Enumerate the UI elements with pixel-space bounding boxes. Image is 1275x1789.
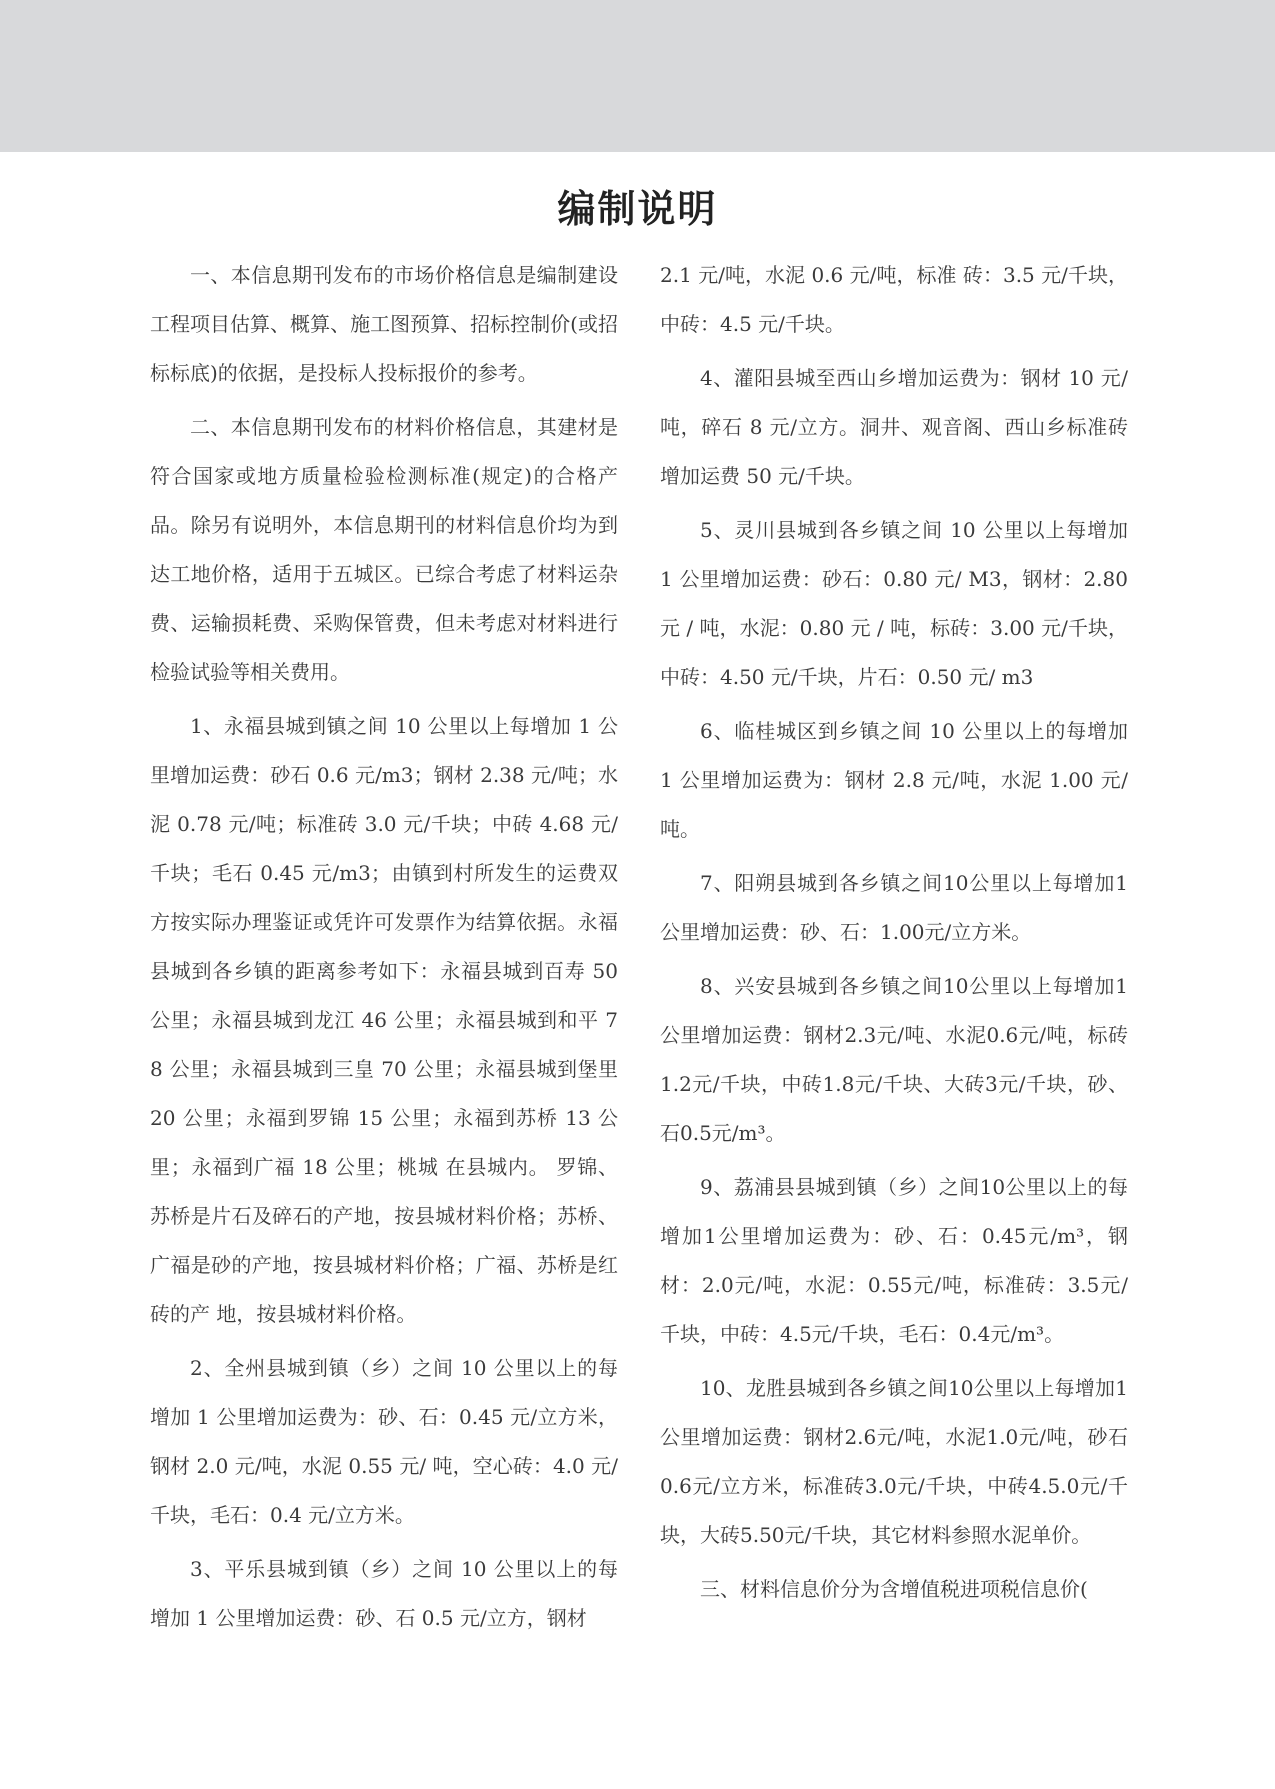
paragraph: 4、灌阳县城至西山乡增加运费为：钢材 10 元/吨，碎石 8 元/立方。洞井、观音阁、西山乡标准砖增加运费 50 元/千块。 (660, 366, 1128, 488)
paragraph: 1、永福县城到镇之间 10 公里以上每增加 1 公里增加运费：砂石 0.6 元/m3；钢材 2.38 元/吨；水泥 0.78 元/吨；标准砖 3.0 元/千块；中砖 4.68 元/千块；毛石 0.45 元/m3；由镇到村所发生的运费双方按实际办理鉴证或凭许可发票作为结算依据。永福县城到各乡镇的距离参考如下：永福县城到百寿 50 公里；永福县城到龙江 46 公里；永福县城到和平 78 公里；永福县城到三皇 70 公里；永福县城到堡里 20 公里；永福到罗锦 15 公里；永福到苏桥 13 公里；永福到广福 18 公里；桃城 在县城内。 罗锦、苏桥是片石及碎石的产地，按县城材料价格；苏桥、广福是砂的产地，按县城材料价格；广福、苏桥是红砖的产 地，按县城材料价格。 (150, 714, 618, 1326)
paragraph: 6、临桂城区到乡镇之间 10 公里以上的每增加 1 公里增加运费为：钢材 2.8 元/吨，水泥 1.00 元/吨。 (660, 719, 1128, 841)
page-title: 编制说明 (557, 187, 718, 231)
paragraph: 5、灵川县城到各乡镇之间 10 公里以上每增加 1 公里增加运费：砂石：0.80 元/ M3，钢材：2.80 元 / 吨，水泥：0.80 元 / 吨，标砖：3.00 元/千块，中砖：4.50 元/千块，片石：0.50 元/ m3 (660, 518, 1128, 689)
right-column (660, 251, 1128, 1619)
header-band (0, 0, 1275, 152)
paragraph: 二、本信息期刊发布的材料价格信息，其建材是符合国家或地方质量检验检测标准(规定)的合格产品。除另有说明外，本信息期刊的材料信息价均为到达工地价格，适用于五城区。已综合考虑了材料运杂费、运输损耗费、采购保管费，但未考虑对材料进行检验试验等相关费用。 (150, 415, 618, 684)
left-column (150, 251, 618, 1648)
paragraph: 3、平乐县城到镇（乡）之间 10 公里以上的每增加 1 公里增加运费：砂、石 0.5 元/立方，钢材 (150, 1557, 618, 1630)
paragraph: 7、阳朔县城到各乡镇之间10公里以上每增加1公里增加运费：砂、石：1.00元/立方米。 (660, 871, 1128, 944)
paragraph: 三、材料信息价分为含增值税进项税信息价( (700, 1577, 1088, 1601)
paragraph: 10、龙胜县城到各乡镇之间10公里以上每增加1公里增加运费：钢材2.6元/吨，水泥1.0元/吨，砂石0.6元/立方米，标准砖3.0元/千块，中砖4.5.0元/千块，大砖5.50元/千块，其它材料参照水泥单价。 (660, 1376, 1128, 1547)
paragraph: 一、本信息期刊发布的市场价格信息是编制建设工程项目估算、概算、施工图预算、招标控制价(或招标标底)的依据，是投标人投标报价的参考。 (150, 263, 618, 385)
paragraph: 2、全州县城到镇（乡）之间 10 公里以上的每增加 1 公里增加运费为：砂、石：0.45 元/立方米，钢材 2.0 元/吨，水泥 0.55 元/ 吨，空心砖：4.0 元/千块，毛石：0.4 元/立方米。 (150, 1356, 618, 1527)
paragraph: 9、荔浦县县城到镇（乡）之间10公里以上的每增加1公里增加运费为：砂、石：0.45元/m³，钢材：2.0元/吨，水泥：0.55元/吨，标准砖：3.5元/千块，中砖：4.5元/千块，毛石：0.4元/m³。 (660, 1175, 1128, 1346)
paragraph-continued: 2.1 元/吨，水泥 0.6 元/吨，标准 砖：3.5 元/千块，中砖：4.5 元/千块。 (660, 263, 1128, 336)
paragraph: 8、兴安县城到各乡镇之间10公里以上每增加1公里增加运费：钢材2.3元/吨、水泥0.6元/吨，标砖1.2元/千块，中砖1.8元/千块、大砖3元/千块，砂、石0.5元/m³。 (660, 974, 1128, 1145)
